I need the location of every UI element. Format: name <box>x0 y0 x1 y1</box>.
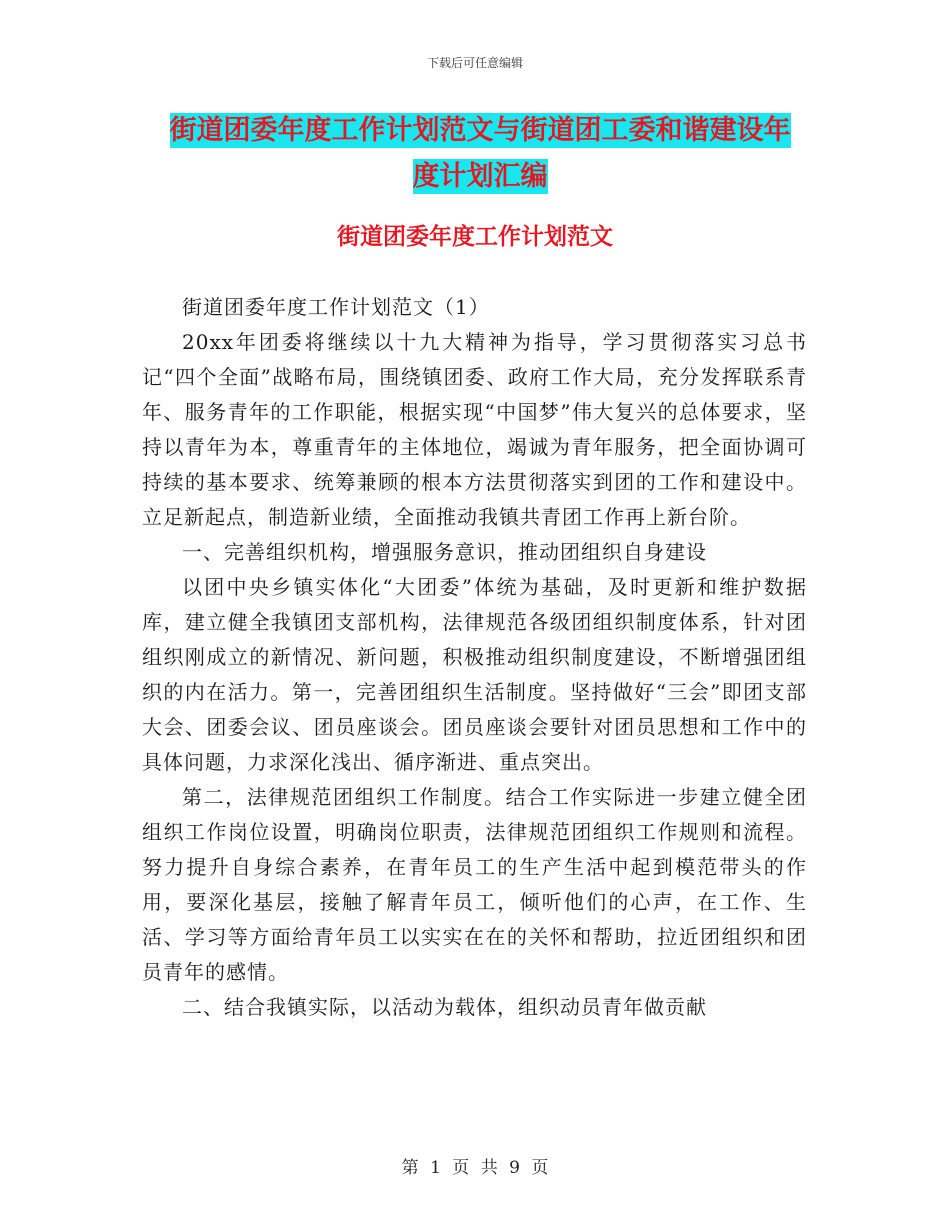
paragraph: 20xx年团委将继续以十九大精神为指导，学习贯彻落实习总书记“四个全面”战略布局，围绕镇团委、政府工作大局，充分发挥联系青年、服务青年的工作职能，根据实现“中国梦”伟大复兴的总体要求，坚持以青年为本，尊重青年的主体地位，竭诚为青年服务，把全面协调可持续的基本要求、统筹兼顾的根本方法贯彻落实到团的工作和建设中。立足新起点，制造新业绩，全面推动我镇共青团工作再上新台阶。 <box>142 330 807 529</box>
document-title <box>150 108 810 200</box>
section-title: 街道团委年度工作计划范文 <box>337 224 613 250</box>
document-title-line-1: 街道团委年度工作计划范文与街道团工委和谐建设年 <box>169 115 791 146</box>
paragraph: 第二，法律规范团组织工作制度。结合工作实际进一步建立健全团组织工作岗位设置，明确岗位职责，法律规范团组织工作规则和流程。努力提升自身综合素养，在青年员工的生产生活中起到模范带头的作用，要深化基层，接触了解青年员工，倾听他们的心声，在工作、生活、学习等方面给青年员工以实实在在的关怀和帮助，拉近团组织和团员青年的感情。 <box>142 785 807 984</box>
page-number: 第 1 页 共 9 页 <box>401 1158 549 1178</box>
paragraph: 一、完善组织机构，增强服务意识，推动团组织自身建设 <box>182 540 707 564</box>
body-text <box>142 290 807 1025</box>
paragraph: 以团中央乡镇实体化“大团委”体统为基础，及时更新和维护数据库，建立健全我镇团支部机构，法律规范各级团组织制度体系，针对团组织刚成立的新情况、新问题，积极推动组织制度建设，不断增强团组织的内在活力。第一，完善团组织生活制度。坚持做好“三会”即团支部大会、团委会议、团员座谈会。团员座谈会要针对团员思想和工作中的具体问题，力求深化浅出、循序渐进、重点突出。 <box>142 575 807 774</box>
document-title-line-2: 度计划汇编 <box>412 161 548 192</box>
header-note: 下载后可任意编辑 <box>426 56 523 70</box>
paragraph: 街道团委年度工作计划范文（1） <box>182 295 490 319</box>
paragraph: 二、结合我镇实际，以活动为载体，组织动员青年做贡献 <box>182 995 707 1019</box>
